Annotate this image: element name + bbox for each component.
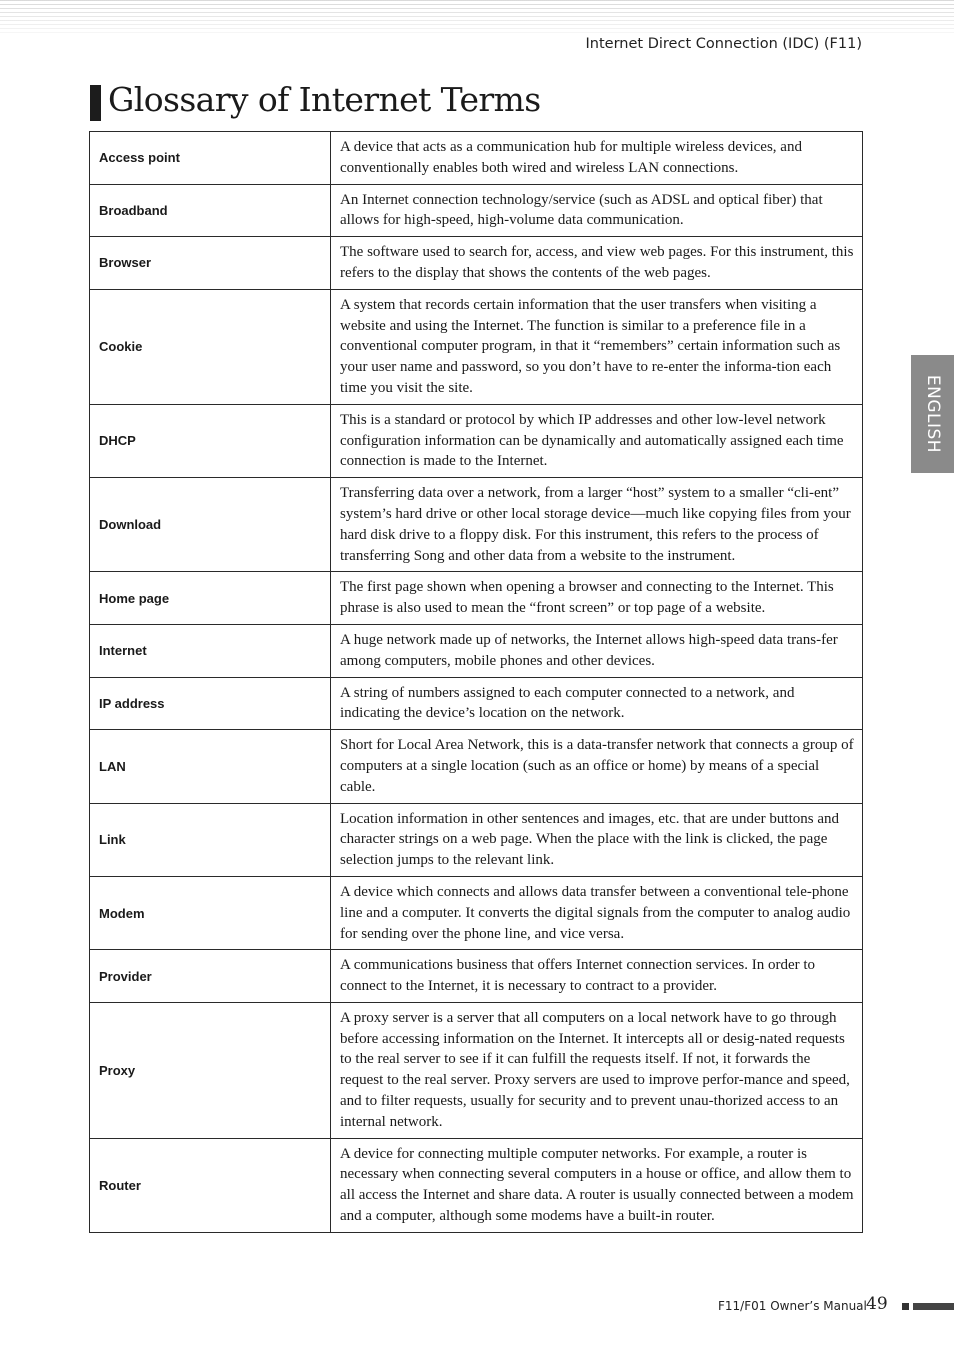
glossary-definition: An Internet connection technology/service (such as ADSL and optical fiber) that allows for high-speed, high-volume data communication. — [331, 184, 863, 237]
section-header: Internet Direct Connection (IDC) (F11) — [585, 36, 862, 52]
glossary-term: DHCP — [90, 404, 331, 477]
glossary-definition: Location information in other sentences and images, etc. that are under buttons and character strings on a web page. When the place with the link is clicked, the page selection jumps to the relevant link. — [331, 803, 863, 876]
glossary-definition: A device which connects and allows data transfer between a conventional tele-phone line and a computer. It converts the digital signals from the computer to analog audio for sending over the phone line, and vice versa. — [331, 876, 863, 949]
glossary-term: Modem — [90, 876, 331, 949]
glossary-definition: A huge network made up of networks, the Internet allows high-speed data trans-fer among computers, mobile phones and other devices. — [331, 624, 863, 677]
glossary-term: Router — [90, 1138, 331, 1232]
glossary-row — [90, 572, 863, 625]
glossary-definition: Short for Local Area Network, this is a data-transfer network that connects a group of computers at a single location (such as an office or home) by means of a special cable. — [331, 730, 863, 803]
glossary-term: Access point — [90, 132, 331, 185]
glossary-term: Browser — [90, 237, 331, 290]
header-stripes — [0, 0, 954, 36]
glossary-definition: The first page shown when opening a browser and connecting to the Internet. This phrase is also used to mean the “front screen” or top page of a website. — [331, 572, 863, 625]
glossary-definition: Transferring data over a network, from a larger “host” system to a smaller “cli-ent” system’s hard drive or other local storage device—much like copying files from your hard disk drive to a floppy disk. For this instrument, this refers to the process of transferring Song and other data from a website to the instrument. — [331, 478, 863, 572]
title-marker-bar — [90, 85, 101, 121]
page-title: Glossary of Internet Terms — [108, 80, 541, 119]
glossary-definition: The software used to search for, access, and view web pages. For this instrument, this refers to the display that shows the contents of the web pages. — [331, 237, 863, 290]
glossary-row — [90, 184, 863, 237]
glossary-term: Broadband — [90, 184, 331, 237]
glossary-row — [90, 876, 863, 949]
glossary-body — [90, 132, 863, 1233]
glossary-definition: A device that acts as a communication hub for multiple wireless devices, and conventionally enables both wired and wireless LAN connections. — [331, 132, 863, 185]
manual-name: F11/F01 Owner’s Manual — [718, 1299, 867, 1313]
footer-square-marker — [902, 1303, 909, 1310]
footer-bar-marker — [913, 1303, 954, 1310]
glossary-row — [90, 404, 863, 477]
glossary-definition: A device for connecting multiple computer networks. For example, a router is necessary when connecting several computers in a house or office, and allow them to all access the Internet and share data. A router is usually connected between a modem and a computer, although some modems have a built-in router. — [331, 1138, 863, 1232]
page-number: 49 — [866, 1294, 888, 1314]
glossary-term: Provider — [90, 950, 331, 1003]
glossary-term: Cookie — [90, 289, 331, 404]
glossary-term: LAN — [90, 730, 331, 803]
glossary-row — [90, 478, 863, 572]
glossary-row — [90, 1002, 863, 1138]
glossary-term: Download — [90, 478, 331, 572]
language-tab-label: ENGLISH — [922, 374, 943, 454]
glossary-row — [90, 677, 863, 730]
glossary-definition: A string of numbers assigned to each computer connected to a network, and indicating the device’s location on the network. — [331, 677, 863, 730]
language-tab — [911, 355, 954, 473]
glossary-table — [89, 131, 863, 1233]
glossary-term: Home page — [90, 572, 331, 625]
glossary-definition: A system that records certain information that the user transfers when visiting a website and using the Internet. The function is similar to a preference file in a conventional computer program, in that it “remembers” certain information such as your user name and password, so you don’t have to re-enter the informa-tion each time you visit the site. — [331, 289, 863, 404]
glossary-row — [90, 132, 863, 185]
glossary-definition: This is a standard or protocol by which IP addresses and other low-level network configuration information can be dynamically and automatically assigned each time connection is made to the Internet. — [331, 404, 863, 477]
glossary-definition: A proxy server is a server that all computers on a local network have to go through before accessing information on the Internet. It intercepts all or desig-nated requests to the real server to see if it can fulfill the requests itself. If not, it forwards the request to the real server. Proxy servers are used to improve perfor-mance and speed, and to filter requests, usually for security and to prevent unau-thorized access to an internal network. — [331, 1002, 863, 1138]
glossary-row — [90, 237, 863, 290]
glossary-row — [90, 730, 863, 803]
glossary-term: Proxy — [90, 1002, 331, 1138]
glossary-term: Internet — [90, 624, 331, 677]
glossary-row — [90, 624, 863, 677]
glossary-term: IP address — [90, 677, 331, 730]
glossary-term: Link — [90, 803, 331, 876]
glossary-row — [90, 289, 863, 404]
glossary-definition: A communications business that offers Internet connection services. In order to connect to the Internet, it is necessary to contract to a provider. — [331, 950, 863, 1003]
glossary-row — [90, 803, 863, 876]
glossary-row — [90, 950, 863, 1003]
glossary-row — [90, 1138, 863, 1232]
